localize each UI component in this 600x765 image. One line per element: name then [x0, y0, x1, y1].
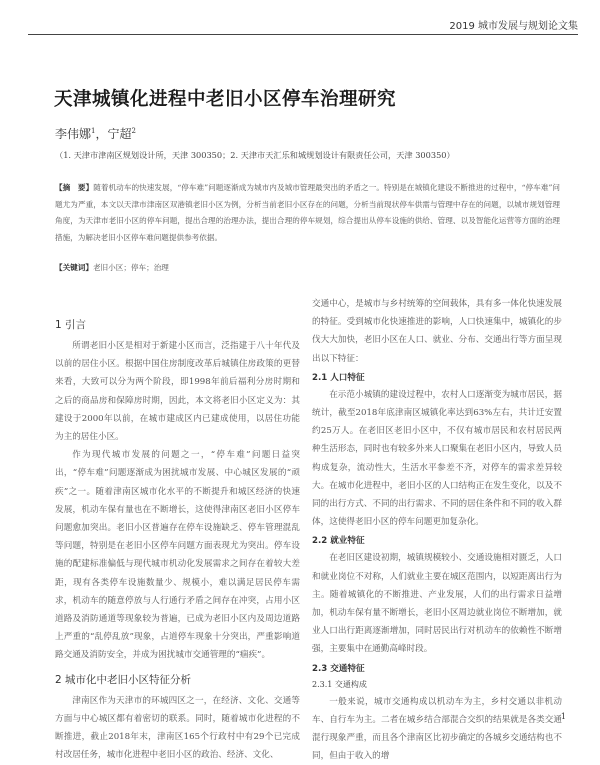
- author-affil-marker: 2: [131, 127, 136, 135]
- paper-title: 天津城镇化进程中老旧小区停车治理研究: [54, 89, 397, 110]
- right-column: [312, 295, 562, 765]
- header-divider: [28, 34, 578, 35]
- author-name: 李伟娜: [55, 127, 92, 141]
- body-paragraph: 津南区作为天津市的环城四区之一，在经济、文化、交通等方面与中心城区都有着密切的联系。同时，随着城市化进程的不断推进，截止2018年末，津南区165个行政村中有29个已完成村改居任务，城市化进程中老旧小区的政治、经济、文化、: [55, 695, 300, 761]
- author-name: 宁超: [107, 127, 132, 141]
- subsection-heading: 2.2 就业特征: [312, 536, 365, 547]
- abstract: [55, 180, 560, 246]
- body-paragraph: 在示范小城镇的建设过程中，农村人口逐渐变为城市居民，据统计，截至2018年底津南区城镇化率达到63%左右，共计迁安置约25万人。在老旧区老旧小区中，不仅有城市居民和农村居民两种生活形态，同时也有较多外来人口聚集在老旧小区内，导致人员构成复杂，流动性大，生活水平参差不齐，对停车的需求差异较大。在城市化进程中，老旧小区的人口结构正在发生变化，以及不同的出行方式、不同的出行需求、不同的居住条件和不同的收入群体，这使得老旧小区的停车问题更加复杂化。: [312, 389, 562, 528]
- body-paragraph: 交通中心，是城市与乡村统筹的空间载体，具有多一体化快速发展的特征。受到城市化快速推进的影响，人口快速集中，城镇化的步伐大大加快，老旧小区在人口、就业、分布、交通出行等方面呈现出以下特征：: [312, 299, 562, 364]
- left-column: [55, 318, 300, 764]
- subsection-heading: 2.3 交通特征: [312, 663, 365, 674]
- body-paragraph: 所谓老旧小区是相对于新建小区而言，泛指建于八十年代及以前的居住小区。根据中国住房制度改革后城镇住房政策的更替来看，大致可以分为两个阶段，即1998年前后福利分房时期和之后的商品房和保障房时期，因此，本文将老旧小区定义为：其建设于2000年以前，在城市建成区内已建成使用，以居住功能为主的居住小区。: [55, 341, 300, 443]
- section-heading: 1 引言: [55, 319, 87, 331]
- body-paragraph: 一般来说，城市交通构成以机动车为主，乡村交通以非机动车、自行车为主。二者在城乡结合部混合交织的结果就是各类交通混行现象严重，而且各个津南区比初步确定的各城乡交通结构也不同，但由于收入的增: [312, 696, 562, 762]
- author-line: [55, 125, 136, 142]
- abstract-text: 随着机动车的快速发展，“停车难”问题逐渐成为城市内及城市管理最突出的矛盾之一。特别是在城镇化建设不断推进的过程中，“停车难”问题尤为严重，本文以天津市津南区双港镇老旧小区为例，分析当前老旧小区存在的问题，分析当前现状停车供需与管理中存在的问题，以城市规划管理角度，为天津市老旧小区的停车问题，提出合理的治理办法，提出合理的停车规划，综合提出从停车设施的供给、管理、以及智能化运营等方面的治理措施，为解决老旧小区停车难问题提供参考依据。: [55, 183, 560, 242]
- author-affil-marker: 1: [91, 127, 96, 135]
- affiliations: （1. 天津市津南区规划设计所，天津 300350；2. 天津市天汇乐和城规划设计有限责任公司，天津 300350）: [55, 150, 455, 160]
- keywords-label: 【关键词】: [55, 263, 93, 272]
- abstract-label: 【摘 要】: [55, 183, 94, 192]
- keywords-text: 老旧小区；停车；治理: [92, 263, 169, 272]
- author-separator: ，: [95, 127, 108, 141]
- body-paragraph: 在老旧区建设初期，城镇规模较小、交通设施相对匮乏，人口和就业岗位不对称，人们就业主要在城区范围内，以短距离出行为主。随着城镇化的不断推进、产业发展，人们的出行需求日益增加，机动车保有量不断增长，老旧小区周边就业岗位不断增加，就业人口出行距离逐渐增加，同时居民出行对机动车的依赖性不断增强，主要集中在通勤高峰时段。: [312, 553, 562, 655]
- subsection-heading: 2.1 人口特征: [312, 372, 365, 383]
- subsubsection-heading: 2.3.1 交通构成: [312, 679, 367, 689]
- running-header: 2019 城市发展与规划论文集: [449, 21, 578, 32]
- keywords: [55, 262, 169, 273]
- body-paragraph: 作为现代城市发展的问题之一，“停车难”问题日益突出，“停车难”问题逐渐成为困扰城市发展、中心城区发展的“顽疾”之一。随着津南区城市化水平的不断提升和城区经济的快速发展，机动车保有量也在不断增长，这使得津南区老旧小区停车问题愈加突出。老旧小区普遍存在停车设施缺乏、停车管理混乱等问题，特别是在老旧小区停车问题方面表现尤为突出。停车设施的配建标准偏低与现代城市机动化发展需求之间存在着较大差距，现有各类停车设施数量少、规模小，难以满足居民停车需求，机动车的随意停放与人行通行矛盾之间存在冲突，占用小区道路及消防通道等现象较为普遍，已成为老旧小区内及周边道路上严重的“乱停乱放”现象，占道停车现象十分突出，严重影响道路交通及消防安全，并成为困扰城市交通管理的“痼疾”。: [55, 450, 300, 661]
- section-heading: 2 城市化中老旧小区特征分析: [55, 673, 192, 686]
- page-number: 1: [560, 712, 566, 721]
